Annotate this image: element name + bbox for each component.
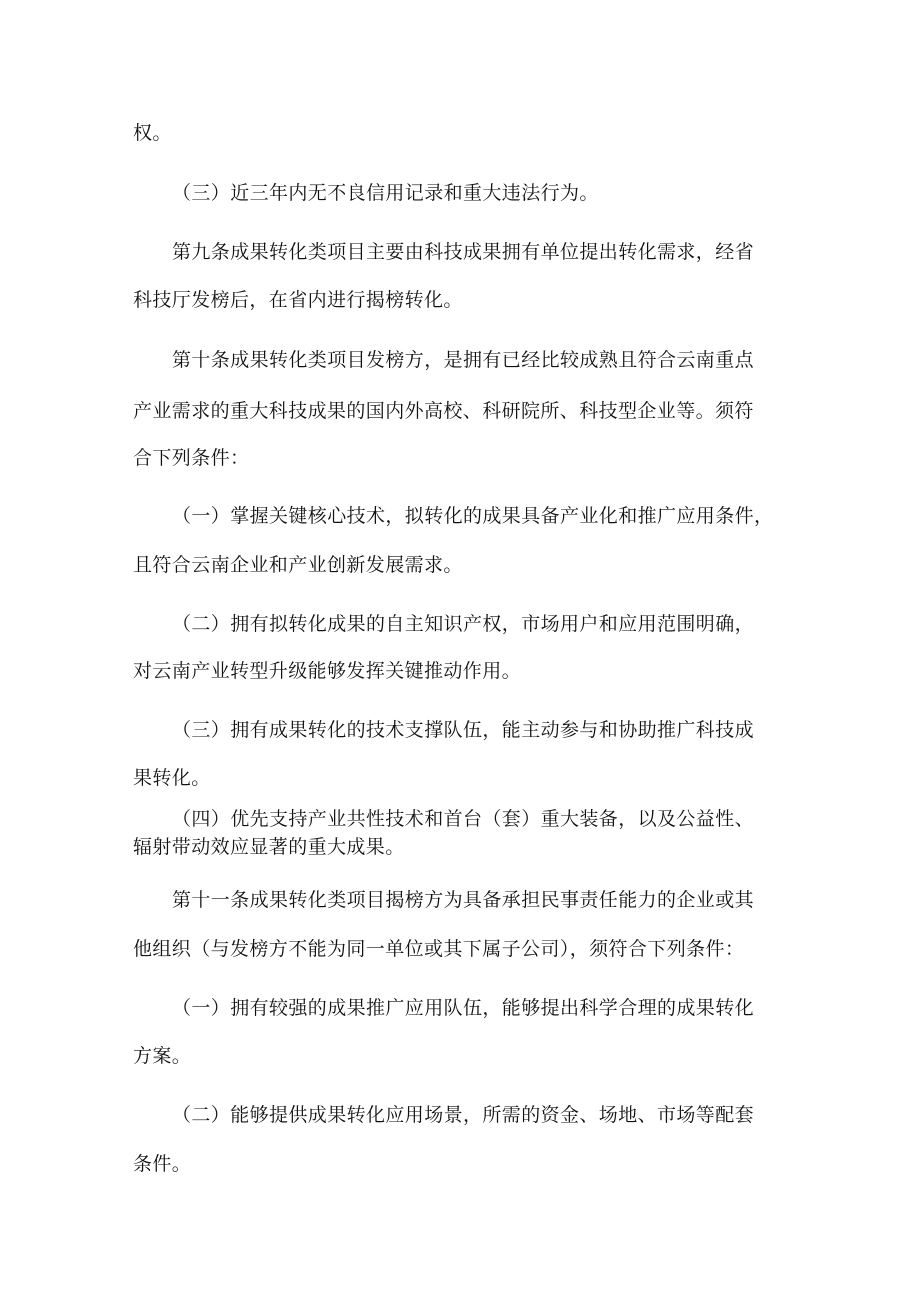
text-line: 他组织（与发榜方不能为同一单位或其下属子公司），须符合下列条件：: [133, 938, 745, 960]
text-line: 果转化。: [133, 767, 211, 789]
text-line: （四）优先支持产业共性技术和首台（套）重大装备，以及公益性、: [172, 808, 755, 830]
text-line: 对云南产业转型升级能够发挥关键推动作用。: [133, 660, 522, 682]
text-line: （三）近三年内无不良信用记录和重大违法行为。: [172, 182, 599, 204]
article-10-line: 第十条成果转化类项目发榜方，是拥有已经比较成熟且符合云南重点: [172, 349, 755, 371]
text-line: 产业需求的重大科技成果的国内外高校、科研院所、科技型企业等。须符: [133, 400, 754, 422]
article-11-line: 第十一条成果转化类项目揭榜方为具备承担民事责任能力的企业或其: [172, 889, 755, 911]
text-line: （三）拥有成果转化的技术支撑队伍，能主动参与和协助推广科技成: [172, 719, 755, 741]
text-line: 且符合云南企业和产业创新发展需求。: [133, 554, 463, 576]
text-line: （一）拥有较强的成果推广应用队伍，能够提出科学合理的成果转化: [172, 997, 755, 1019]
text-line: （一）掌握关键核心技术，拟转化的成果具备产业化和推广应用条件，: [172, 505, 774, 527]
text-line: 辐射带动效应显著的重大成果。: [133, 836, 405, 858]
article-9-line: 第九条成果转化类项目主要由科技成果拥有单位提出转化需求，经省: [172, 241, 755, 263]
text-line: 科技厅发榜后，在省内进行揭榜转化。: [133, 289, 463, 311]
text-line: 权。: [133, 122, 172, 144]
text-line: （二）能够提供成果转化应用场景，所需的资金、场地、市场等配套: [172, 1104, 755, 1126]
text-line: 方案。: [133, 1045, 192, 1067]
text-line: 合下列条件：: [133, 447, 250, 469]
text-line: （二）拥有拟转化成果的自主知识产权，市场用户和应用范围明确，: [172, 613, 755, 635]
text-line: 条件。: [133, 1153, 192, 1175]
